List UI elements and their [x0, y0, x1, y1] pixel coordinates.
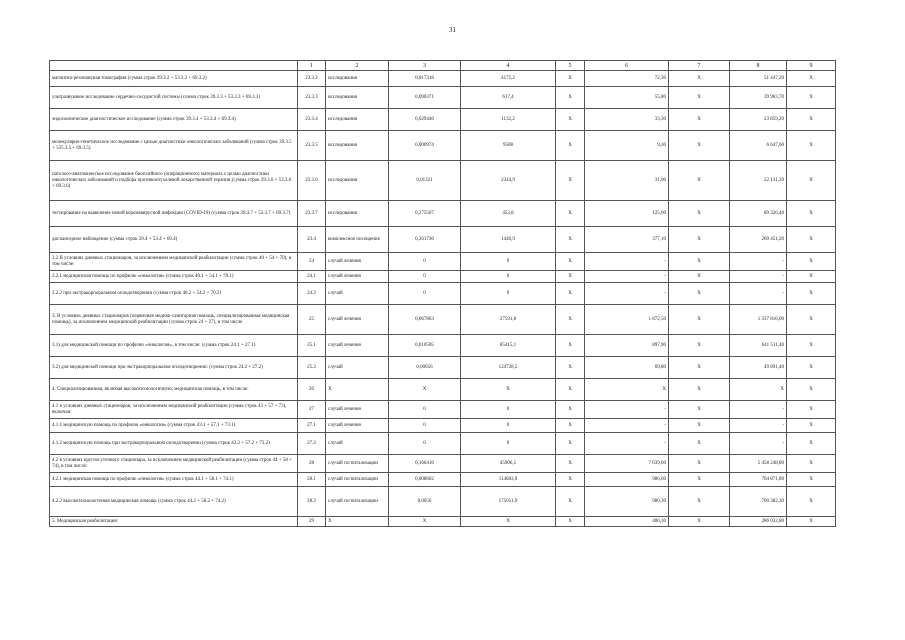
row-col5: X — [556, 71, 585, 87]
row-col9: X — [787, 109, 836, 131]
row-name: 4.1.2 медицинскую помощь при экстракорпоральном оплодотворении (сумма строк 43.2 + 57.2 + 73.2) — [50, 433, 298, 455]
row-unit: случай госпитализации — [326, 487, 389, 517]
row-col6: - — [585, 283, 669, 305]
row-name: 4.2 в условиях круглосуточного стационара, за исключением медицинской реабилитации (сумма строк 44 + 58 + 74), в том числе: — [50, 455, 298, 473]
row-col8: - — [730, 419, 787, 433]
row-col3: 0,0056 — [389, 487, 461, 517]
row-col3: 0 — [389, 271, 461, 283]
row-col3: 0,275507 — [389, 201, 461, 227]
row-col4: 1132,2 — [461, 109, 556, 131]
row-col7: X — [669, 487, 730, 517]
row-col7: X — [669, 455, 730, 473]
row-col8: 23 859,20 — [730, 109, 787, 131]
column-number-3: 3 — [389, 61, 461, 71]
row-col8: 269 451,20 — [730, 227, 787, 253]
row-col7: X — [669, 335, 730, 357]
row-col4: 85415,1 — [461, 335, 556, 357]
row-unit: случай госпитализации — [326, 473, 389, 487]
row-unit: случай лечения — [326, 419, 389, 433]
row-col4: 0 — [461, 419, 556, 433]
row-col8: - — [730, 433, 787, 455]
row-name: 3.2) для медицинской помощи при экстракорпоральном оплодотворении: (сумма строк 24.2 + 27.2) — [50, 357, 298, 379]
row-col3: X — [389, 379, 461, 401]
row-col5: X — [556, 161, 585, 201]
row-col9: X — [787, 227, 836, 253]
row-unit: комплексное посещение — [326, 227, 389, 253]
row-unit: X — [326, 517, 389, 527]
row-col5: X — [556, 433, 585, 455]
row-col4: 0 — [461, 433, 556, 455]
row-col9: X — [787, 305, 836, 335]
row-col3: 0 — [389, 253, 461, 271]
row-col9: X — [787, 335, 836, 357]
row-col7: X — [669, 87, 730, 109]
row-col5: X — [556, 379, 585, 401]
row-code: 25.1 — [298, 335, 326, 357]
row-col8: 89 326,40 — [730, 201, 787, 227]
row-code: 28.1 — [298, 473, 326, 487]
row-col3: X — [389, 517, 461, 527]
row-col8: 286 032,80 — [730, 517, 787, 527]
row-name: 4.1.1 медицинскую помощь по профилю «онкология» (сумма строк 43.1 + 57.1 + 73.1) — [50, 419, 298, 433]
row-col3: 0 — [389, 433, 461, 455]
row-col7: X — [669, 433, 730, 455]
row-col5: X — [556, 335, 585, 357]
row-col9: X — [787, 161, 836, 201]
row-col3: 0,000974 — [389, 131, 461, 161]
row-name: магнитно-резонансная томография (сумма строк 39.3.2 + 53.3.2 + 69.3.2) — [50, 71, 298, 87]
row-code: 25.2 — [298, 357, 326, 379]
column-number-1: 1 — [298, 61, 326, 71]
row-col6: - — [585, 253, 669, 271]
row-unit: случай лечения — [326, 305, 389, 335]
row-name: 3. В условиях дневных стационаров (первичная медико-санитарная помощь, специализированная медицинская помощь), за исключением медицинской реабилитации (сумма строк 24 + 27), в том числе — [50, 305, 298, 335]
row-col7: X — [669, 161, 730, 201]
column-number-2: 2 — [326, 61, 389, 71]
row-code: 23.3.5 — [298, 131, 326, 161]
row-col3: 0,090371 — [389, 87, 461, 109]
row-col5: X — [556, 357, 585, 379]
row-name: молекулярно-генетическое исследование с целью диагностики онкологических заболеваний (сумма строк 39.3.5 + 535.3.5 + 69.3.5) — [50, 131, 298, 161]
row-col4: 2344,9 — [461, 161, 556, 201]
row-col6: 72,30 — [585, 71, 669, 87]
row-col8: - — [730, 253, 787, 271]
row-unit: случай — [326, 357, 389, 379]
row-col8: 22 131,20 — [730, 161, 787, 201]
row-col6: 69,80 — [585, 357, 669, 379]
row-col6: 897,90 — [585, 335, 669, 357]
row-col3: 0,008602 — [389, 473, 461, 487]
row-code: 23.4 — [298, 227, 326, 253]
row-unit: исследования — [326, 201, 389, 227]
row-code: 25 — [298, 305, 326, 335]
row-unit: случай — [326, 433, 389, 455]
row-col5: X — [556, 419, 585, 433]
row-col6: - — [585, 401, 669, 419]
row-col4: 27591,8 — [461, 305, 556, 335]
row-col4: X — [461, 379, 556, 401]
row-col7: X — [669, 305, 730, 335]
table-row — [50, 161, 836, 201]
row-col3: 0,029446 — [389, 109, 461, 131]
row-unit: случай лечения — [326, 401, 389, 419]
column-number-7: 7 — [669, 61, 730, 71]
row-col7: X — [669, 517, 730, 527]
row-name: диспансерное наблюдение (сумма строк 39.4 + 53.4 + 69.4) — [50, 227, 298, 253]
table-row — [50, 201, 836, 227]
row-name: 2.2.1 медицинская помощь по профилю «онкология» (сумма строк 40.1 + 54.1 + 70.1) — [50, 271, 298, 283]
page-number: 31 — [449, 26, 456, 34]
row-name: 4.1 в условиях дневных стационаров, за исключением медицинской реабилитации (сумма строк 43 + 57 + 73), включая: — [50, 401, 298, 419]
row-col6: 9,30 — [585, 131, 669, 161]
table-row — [50, 379, 836, 401]
row-col5: X — [556, 283, 585, 305]
table-row — [50, 487, 836, 517]
row-col6: 31,00 — [585, 161, 669, 201]
row-col8: 51 447,20 — [730, 71, 787, 87]
row-col9: X — [787, 271, 836, 283]
row-col9: X — [787, 379, 836, 401]
row-name: 3.1) для медицинской помощи по профилю «онкология», в том числе: (сумма строк 24.1 + 27.1) — [50, 335, 298, 357]
row-unit: исследования — [326, 71, 389, 87]
row-col8: X — [730, 379, 787, 401]
table-row — [50, 253, 836, 271]
row-col6: 55,80 — [585, 87, 669, 109]
row-code: 24.2 — [298, 283, 326, 305]
row-code: 27.1 — [298, 419, 326, 433]
row-unit: случай лечения — [326, 335, 389, 357]
row-name: 2.2.2 при экстракорпоральном оплодотворении (сумма строк 40.2 + 54.2 + 70.2) — [50, 283, 298, 305]
table-row — [50, 357, 836, 379]
row-col9: X — [787, 201, 836, 227]
row-code: 29 — [298, 517, 326, 527]
column-number-8: 8 — [730, 61, 787, 71]
row-col3: 0 — [389, 419, 461, 433]
row-code: 23.3.3 — [298, 87, 326, 109]
row-col8: 6 647,60 — [730, 131, 787, 161]
row-col4: 0 — [461, 283, 556, 305]
row-unit: исследования — [326, 109, 389, 131]
row-col3: 0,010505 — [389, 335, 461, 357]
row-unit: случай лечения — [326, 253, 389, 271]
row-col8: 1 337 816,00 — [730, 305, 787, 335]
row-code: 24.1 — [298, 271, 326, 283]
row-col8: 39 963,70 — [730, 87, 787, 109]
row-name: тестирование на выявление новой коронавирусной инфекции (COVID-19) (сумма строк 39.3.7 + 53.3.7 + 69.3.7) — [50, 201, 298, 227]
row-col5: X — [556, 271, 585, 283]
row-col8: 700 382,30 — [730, 487, 787, 517]
row-col9: X — [787, 131, 836, 161]
column-number-5: 5 — [556, 61, 585, 71]
row-col4: 0 — [461, 401, 556, 419]
row-col7: X — [669, 227, 730, 253]
header-blank-cell — [50, 61, 298, 71]
row-col4: 453,8 — [461, 201, 556, 227]
row-col4: 617,4 — [461, 87, 556, 109]
row-col9: X — [787, 455, 836, 473]
row-col6: - — [585, 271, 669, 283]
row-col5: X — [556, 401, 585, 419]
table-row — [50, 271, 836, 283]
row-name: 5. Медицинская реабилитация: — [50, 517, 298, 527]
row-code: 26 — [298, 379, 326, 401]
table-header — [50, 61, 836, 71]
table-row — [50, 335, 836, 357]
row-col8: 49 891,40 — [730, 357, 787, 379]
table-row — [50, 433, 836, 455]
row-col5: X — [556, 131, 585, 161]
row-col3: 0,261736 — [389, 227, 461, 253]
row-name: 4.2.1 медицинская помощь по профилю «онкология» (сумма строк 44.1 + 58.1 + 74.1) — [50, 473, 298, 487]
table-row — [50, 305, 836, 335]
row-unit: исследования — [326, 87, 389, 109]
row-col9: X — [787, 419, 836, 433]
row-col9: X — [787, 487, 836, 517]
row-col7: X — [669, 419, 730, 433]
table-row — [50, 71, 836, 87]
table-body — [50, 71, 836, 527]
table-row — [50, 87, 836, 109]
row-col5: X — [556, 201, 585, 227]
row-col8: - — [730, 271, 787, 283]
row-code: 23.3.4 — [298, 109, 326, 131]
row-col5: X — [556, 253, 585, 271]
row-col6: 7 639,60 — [585, 455, 669, 473]
row-col7: X — [669, 71, 730, 87]
row-name: эндоскопическое диагностическое исследование (сумма строк 39.3.4 + 53.3.4 + 69.3.4) — [50, 109, 298, 131]
row-col6: 980,30 — [585, 487, 669, 517]
row-col6: 125,00 — [585, 201, 669, 227]
row-col6: 400,30 — [585, 517, 669, 527]
row-col6: 986,60 — [585, 473, 669, 487]
row-unit: случай — [326, 283, 389, 305]
column-number-9: 9 — [787, 61, 836, 71]
row-col4: 45906,5 — [461, 455, 556, 473]
row-col7: X — [669, 473, 730, 487]
tariff-table — [49, 60, 836, 527]
row-col7: X — [669, 379, 730, 401]
row-col8: 704 871,80 — [730, 473, 787, 487]
row-col4: 114683,9 — [461, 473, 556, 487]
row-col9: X — [787, 433, 836, 455]
row-name: 4.2.2 высокотехнологичная медицинская помощь (сумма строк 44.2 + 58.2 + 74.2) — [50, 487, 298, 517]
row-name: 2.2 В условиях дневных стационаров, за исключением медицинской реабилитации (сумма строк 40 + 54 + 70), в том числе: — [50, 253, 298, 271]
table-row — [50, 419, 836, 433]
row-code: 24 — [298, 253, 326, 271]
row-col7: X — [669, 131, 730, 161]
row-col8: 641 511,40 — [730, 335, 787, 357]
row-col5: X — [556, 305, 585, 335]
row-col7: X — [669, 401, 730, 419]
row-code: 23.3.7 — [298, 201, 326, 227]
row-code: 28 — [298, 455, 326, 473]
row-col9: X — [787, 401, 836, 419]
row-col4: 9508 — [461, 131, 556, 161]
row-col7: X — [669, 271, 730, 283]
row-col3: 0,166416 — [389, 455, 461, 473]
table-row — [50, 227, 836, 253]
row-name: патолого-анатомическое исследование биопсийного (операционного) материала с целью диагностики онкологических заболеваний и подбора противоопухолевой лекарственной терапии (сумма строк 39.3.6 + 53.3.6 + 69.3.6) — [50, 161, 298, 201]
row-col5: X — [556, 87, 585, 109]
table-row — [50, 455, 836, 473]
row-col6: - — [585, 433, 669, 455]
row-col5: X — [556, 455, 585, 473]
row-col8: 5 458 248,80 — [730, 455, 787, 473]
table-row — [50, 517, 836, 527]
row-code: 23.3.6 — [298, 161, 326, 201]
table-row — [50, 401, 836, 419]
row-name: ультразвуковое исследование сердечно-сосудистой системы (сумма строк 39.3.3 + 53.3.3 + 69.3.3) — [50, 87, 298, 109]
row-col4: 4175,2 — [461, 71, 556, 87]
row-col7: X — [669, 109, 730, 131]
row-col6: 377,10 — [585, 227, 669, 253]
row-col3: 0,017318 — [389, 71, 461, 87]
row-unit: X — [326, 379, 389, 401]
row-col4: 124728,5 — [461, 357, 556, 379]
row-code: 28.2 — [298, 487, 326, 517]
row-code: 23.3.2 — [298, 71, 326, 87]
row-col5: X — [556, 227, 585, 253]
row-unit: случай госпитализации — [326, 455, 389, 473]
row-col3: 0,00056 — [389, 357, 461, 379]
row-col9: X — [787, 253, 836, 271]
row-col6: - — [585, 419, 669, 433]
column-number-6: 6 — [585, 61, 669, 71]
row-col5: X — [556, 517, 585, 527]
row-unit: случай лечения — [326, 271, 389, 283]
row-code: 27.2 — [298, 433, 326, 455]
row-col6: 33,30 — [585, 109, 669, 131]
row-code: 27 — [298, 401, 326, 419]
row-col8: - — [730, 283, 787, 305]
row-col3: 0 — [389, 401, 461, 419]
row-col9: X — [787, 87, 836, 109]
table-row — [50, 109, 836, 131]
row-col4: 0 — [461, 271, 556, 283]
row-unit: исследования — [326, 131, 389, 161]
row-col3: 0,067863 — [389, 305, 461, 335]
table-row — [50, 131, 836, 161]
row-col9: X — [787, 517, 836, 527]
row-col6: 1 872,50 — [585, 305, 669, 335]
row-col4: 1440,9 — [461, 227, 556, 253]
row-col5: X — [556, 109, 585, 131]
row-col7: X — [669, 283, 730, 305]
table-row — [50, 473, 836, 487]
column-number-4: 4 — [461, 61, 556, 71]
row-col4: 0 — [461, 253, 556, 271]
row-col8: - — [730, 401, 787, 419]
row-name: 4. Специализированная, включая высокотехнологичную, медицинская помощь, в том числе: — [50, 379, 298, 401]
row-col5: X — [556, 473, 585, 487]
row-col7: X — [669, 201, 730, 227]
row-col6: X — [585, 379, 669, 401]
row-col9: X — [787, 71, 836, 87]
row-unit: исследования — [326, 161, 389, 201]
row-col5: X — [556, 487, 585, 517]
row-col3: 0,01321 — [389, 161, 461, 201]
row-col4: 175051,9 — [461, 487, 556, 517]
row-col7: X — [669, 357, 730, 379]
row-col9: X — [787, 283, 836, 305]
row-col4: X — [461, 517, 556, 527]
table-row — [50, 283, 836, 305]
row-col9: X — [787, 357, 836, 379]
row-col7: X — [669, 253, 730, 271]
row-col3: 0 — [389, 283, 461, 305]
row-col9: X — [787, 473, 836, 487]
